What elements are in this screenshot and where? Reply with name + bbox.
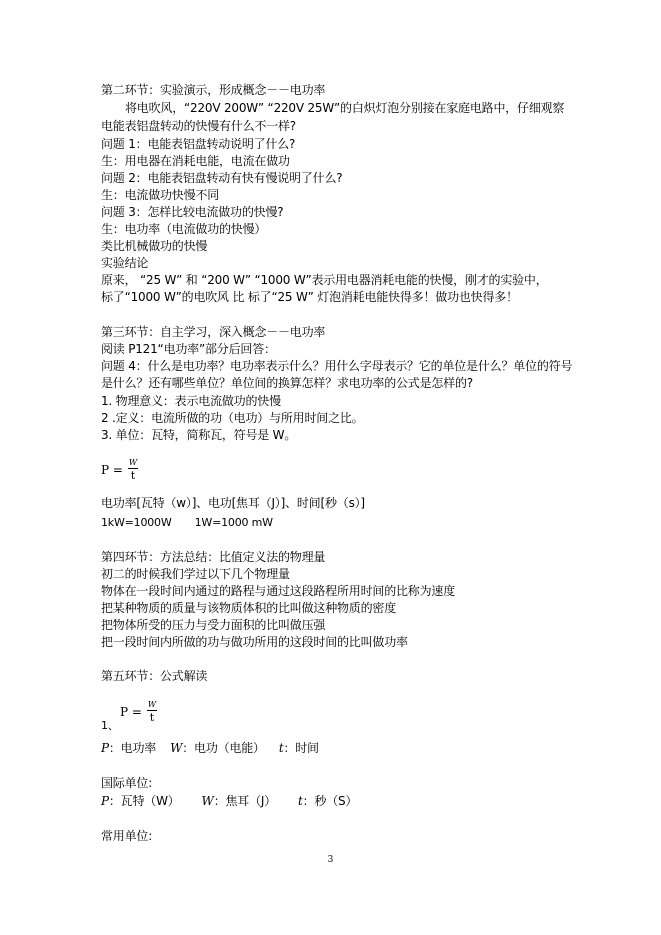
- section2-intro-line1: 将电吹风，“220V 200W” “220V 25W”的白炽灯泡分别接在家庭电路中，仔细观察: [125, 101, 565, 115]
- formula-fraction: [128, 458, 138, 481]
- intl-units-legend: [101, 794, 357, 809]
- common-units-title: 常用单位:: [101, 829, 153, 843]
- section2-intro-line2: 电能表铝盘转动的快慢有什么不一样?: [101, 119, 296, 133]
- question-4-line2: 是什么？还有哪些单位？单位间的换算怎样？求电功率的公式是怎样的?: [101, 376, 473, 390]
- answer-3: 生：电功率（电流做功的快慢）: [101, 222, 267, 236]
- item-physical-meaning: 1. 物理意义：表示电流做功的快慢: [101, 394, 281, 408]
- var-t-text: ：时间: [283, 741, 319, 755]
- question-4-line1: 问题 4：什么是电功率？电功率表示什么？用什么字母表示？它的单位是什么？单位的符号: [101, 359, 573, 373]
- section4-line4: 把物体所受的压力与受力面积的比叫做压强: [101, 618, 326, 632]
- section3-heading: 第三环节：自主学习，深入概念－－电功率: [101, 325, 326, 339]
- formula-2-denominator: t: [149, 711, 155, 724]
- page-number: 3: [327, 855, 334, 865]
- intl-p-text: ：瓦特（W）: [108, 794, 180, 808]
- question-2: 问题 2：电能表铝盘转动有快有慢说明了什么?: [101, 171, 343, 185]
- question-3: 问题 3：怎样比较电流做功的快慢?: [101, 205, 284, 219]
- var-t: t: [278, 741, 284, 755]
- section4-line1: 初二的时候我们学过以下几个物理量: [101, 567, 290, 581]
- conclusion-line1: 原来， “25 W” 和 “200 W” “1000 W”表示用电器消耗电能的快慢，刚才的实验中，: [101, 273, 548, 287]
- formula-denominator: t: [130, 469, 136, 482]
- var-p-text: ：电功率: [108, 741, 157, 755]
- analogy-line: 类比机械做功的快慢: [101, 239, 208, 253]
- conclusion-title: 实验结论: [101, 256, 149, 270]
- var-w-text: ：电功（电能）: [182, 741, 265, 755]
- var-p: P: [101, 741, 109, 755]
- formula-numerator: W: [128, 458, 138, 467]
- formula-2-fraction: [147, 700, 157, 723]
- intl-w-text: ：焦耳（J）: [213, 794, 277, 808]
- formula-lhs: P =: [101, 462, 123, 477]
- section4-line3: 把某种物质的质量与该物质体积的比叫做这种物质的密度: [101, 601, 397, 615]
- intl-t: t: [298, 794, 303, 808]
- item-unit: 3. 单位：瓦特，简称瓦，符号是 W。: [101, 428, 297, 442]
- section4-heading: 第四环节：方法总结：比值定义法的物理量: [101, 550, 326, 564]
- unit-conversion: 1kW=1000W 1W=1000 mW: [101, 516, 273, 529]
- var-w: W: [170, 741, 183, 755]
- question-1: 问题 1：电能表铝盘转动说明了什么?: [101, 137, 296, 151]
- reading-instruction: 阅读 P121“电功率”部分后回答：: [101, 342, 276, 356]
- formula-2: [120, 700, 157, 723]
- intl-w: W: [201, 794, 214, 808]
- intl-t-text: ：秒（S）: [302, 794, 358, 808]
- section2-heading: 第二环节：实验演示，形成概念－－电功率: [101, 83, 326, 97]
- answer-1: 生：用电器在消耗电能，电流在做功: [101, 154, 290, 168]
- formula-2-numerator: W: [147, 700, 157, 709]
- units-line: 电功率[瓦特（w）]、电功[焦耳（J）]、时间[秒（s）]: [101, 496, 365, 510]
- answer-2: 生：电流做功快慢不同: [101, 188, 220, 202]
- variable-legend: [101, 741, 319, 756]
- section4-line5: 把一段时间内所做的功与做功所用的这段时间的比叫做功率: [101, 635, 408, 649]
- formula-2-lhs: P =: [120, 704, 142, 719]
- intl-p: P: [101, 794, 109, 808]
- item-definition: 2 .定义：电流所做的功（电功）与所用时间之比。: [101, 411, 364, 425]
- intl-units-title: 国际单位:: [101, 776, 153, 790]
- formula-2-label: 1、: [101, 719, 119, 732]
- section5-heading: 第五环节：公式解读: [101, 669, 208, 683]
- section4-line2: 物体在一段时间内通过的路程与通过这段路程所用时间的比称为速度: [101, 584, 456, 598]
- power-formula: [101, 458, 138, 481]
- conclusion-line2: 标了“1000 W”的电吹风 比 标了“25 W” 灯泡消耗电能快得多！做功也快得多！: [101, 290, 518, 304]
